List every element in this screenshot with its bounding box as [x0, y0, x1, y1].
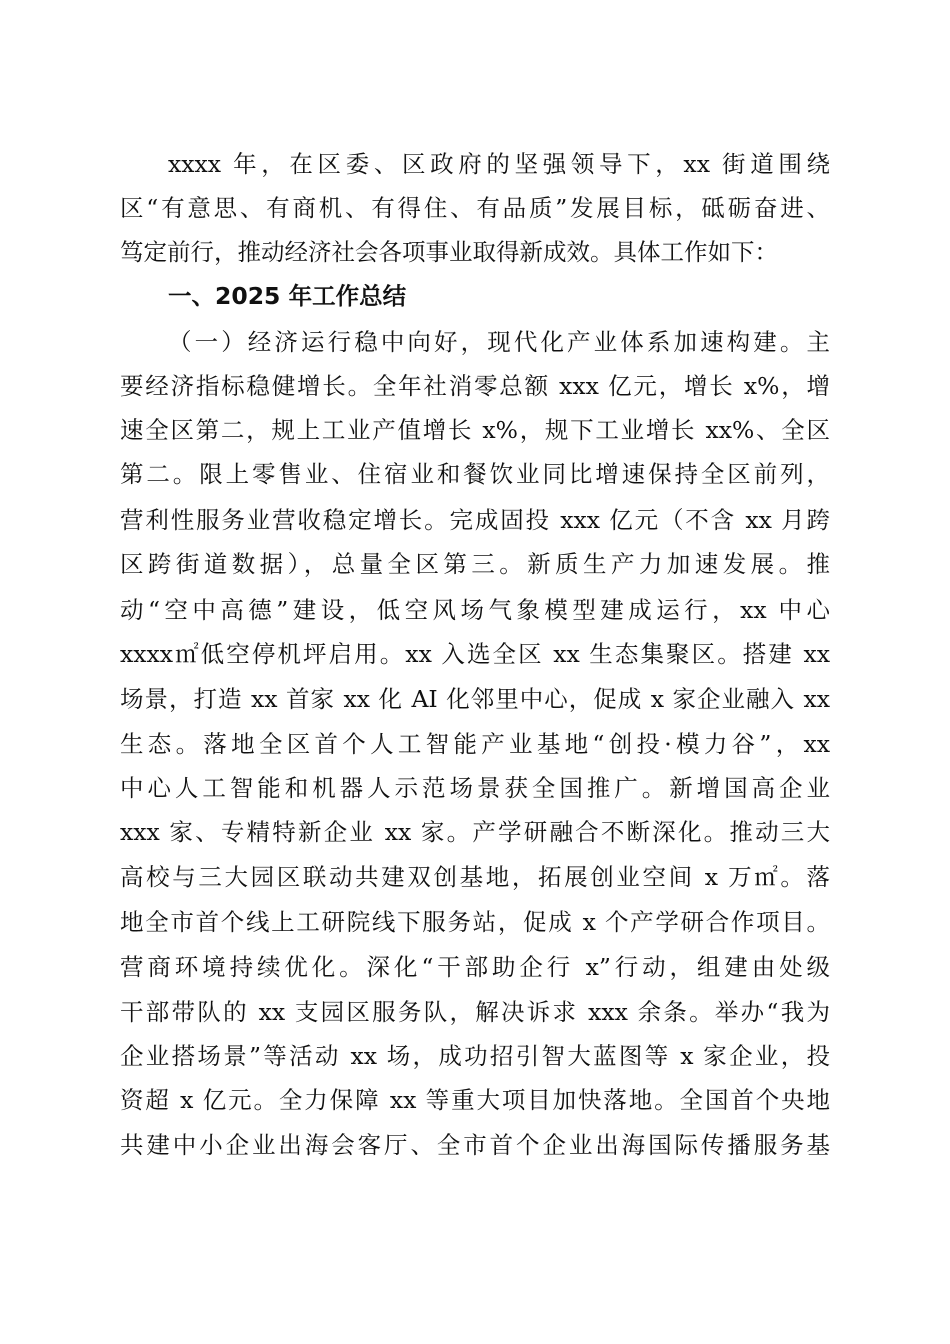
body-line: 场景，打造 xx 首家 xx 化 AI 化邻里中心，促成 x 家企业融入 xx — [120, 685, 830, 713]
body-line: 生态。落地全区首个人工智能产业基地“创投·模力谷”，xx — [120, 730, 830, 758]
body-line: 区跨街道数据），总量全区第三。新质生产力加速发展。推 — [120, 550, 830, 578]
intro-line-3: 笃定前行，推动经济社会各项事业取得新成效。具体工作如下： — [120, 238, 778, 266]
body-line: 企业搭场景”等活动 xx 场，成功招引智大蓝图等 x 家企业，投 — [120, 1042, 830, 1070]
body-line: xxx 家、专精特新企业 xx 家。产学研融合不断深化。推动三大 — [120, 818, 830, 846]
body-line: 资超 x 亿元。全力保障 xx 等重大项目加快落地。全国首个央地 — [120, 1086, 830, 1114]
body-line: 营利性服务业营收稳定增长。完成固投 xxx 亿元（不含 xx 月跨 — [120, 506, 830, 534]
body-line: 速全区第二，规上工业产值增长 x%，规下工业增长 xx%、全区 — [120, 416, 830, 444]
body-line: 要经济指标稳健增长。全年社消零总额 xxx 亿元，增长 x%，增 — [120, 372, 830, 400]
intro-line-2: 区“有意思、有商机、有得住、有品质”发展目标，砥砺奋进、 — [120, 194, 830, 222]
body-line: 中心人工智能和机器人示范场景获全国推广。新增国高企业 — [120, 774, 830, 802]
section-heading: 一、2025 年工作总结 — [168, 282, 407, 310]
body-line: 干部带队的 xx 支园区服务队，解决诉求 xxx 余条。举办“我为 — [120, 998, 830, 1026]
body-line: xxxx㎡低空停机坪启用。xx 入选全区 xx 生态集聚区。搭建 xx — [120, 640, 830, 668]
body-line: 高校与三大园区联动共建双创基地，拓展创业空间 x 万㎡。落 — [120, 863, 830, 891]
body-line: 共建中小企业出海会客厅、全市首个企业出海国际传播服务基 — [120, 1131, 830, 1159]
intro-line-1: xxxx 年，在区委、区政府的坚强领导下，xx 街道围绕 — [168, 150, 830, 178]
body-line: （一）经济运行稳中向好，现代化产业体系加速构建。主 — [168, 328, 830, 356]
body-line: 营商环境持续优化。深化“干部助企行 x”行动，组建由处级 — [120, 953, 830, 981]
body-line: 第二。限上零售业、住宿业和餐饮业同比增速保持全区前列， — [120, 460, 830, 488]
body-line: 地全市首个线上工研院线下服务站，促成 x 个产学研合作项目。 — [120, 908, 830, 936]
body-line: 动“空中高德”建设，低空风场气象模型建成运行，xx 中心 — [120, 596, 830, 624]
